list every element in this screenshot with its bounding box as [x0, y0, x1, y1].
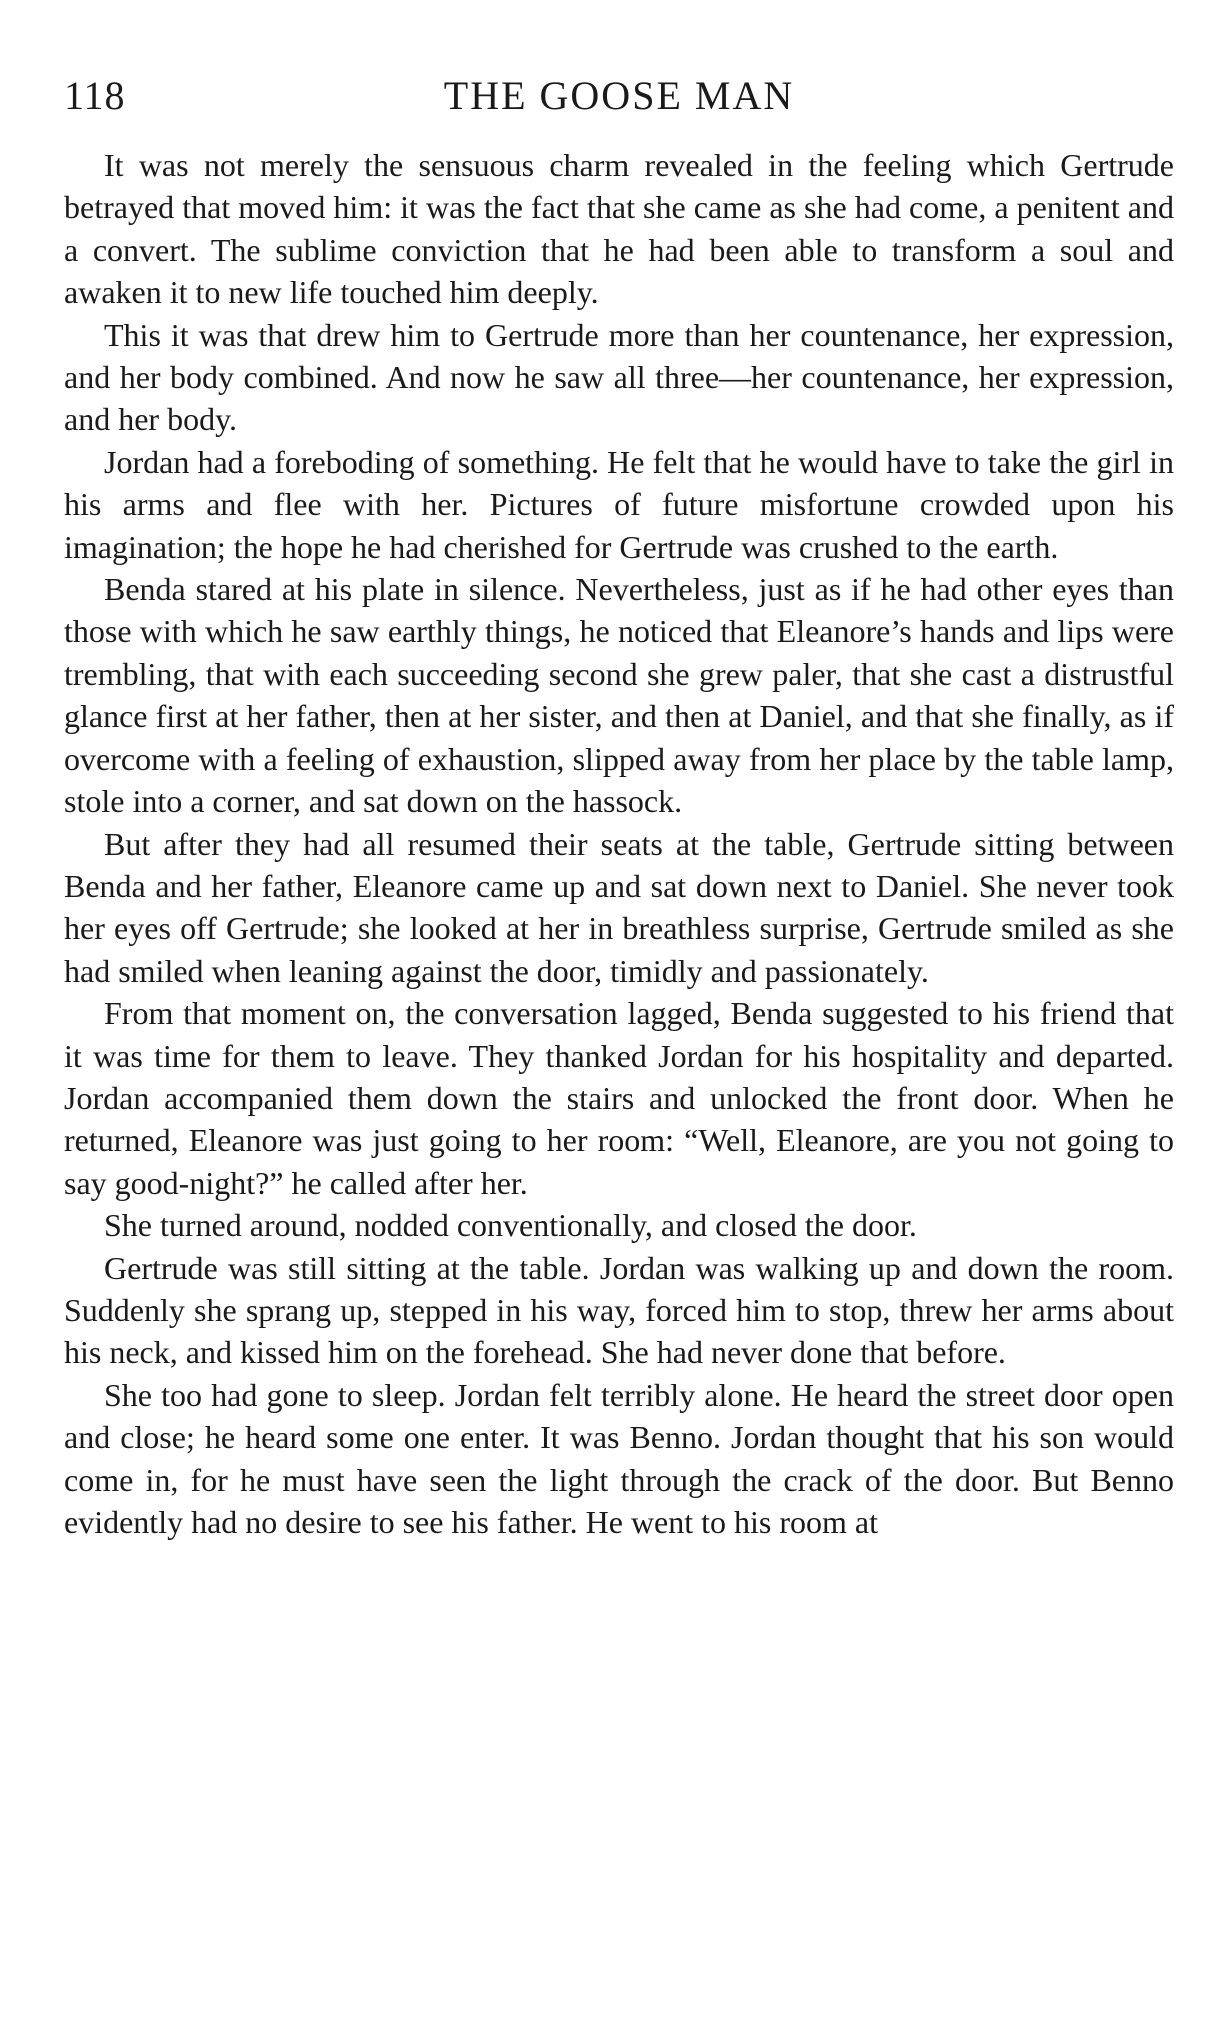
paragraph: She too had gone to sleep. Jordan felt terribly alone. He heard the street door open and close; he heard some one enter. It was Benno. Jordan thought that his son would come in, for he must have seen the light through the crack of the door. But Benno evidently had no desire to see his father. He went to his room at — [64, 1376, 1174, 1540]
paragraph: This it was that drew him to Gertrude more than her countenance, her expression, and her body combined. And now he saw all three—her countenance, her expression, and her body. — [64, 316, 1174, 438]
body-text — [64, 144, 1174, 1543]
paragraph: Benda stared at his plate in silence. Nevertheless, just as if he had other eyes than those with which he saw earthly things, he noticed that Eleanore’s hands and lips were trembling, that with each succeeding second she grew paler, that she cast a distrustful glance first at her father, then at her sister, and then at Daniel, and that she finally, as if overcome with a feeling of exhaustion, slipped away from her place by the table lamp, stole into a corner, and sat down on the hassock. — [64, 571, 1174, 820]
running-title: THE GOOSE MAN — [443, 73, 795, 118]
paragraph: From that moment on, the conversation lagged, Benda suggested to his friend that it was time for them to leave. They thanked Jordan for his hospitality and departed. Jordan accompanied them down the stairs and unlocked the front door. When he returned, Eleanore was just going to her room: “Well, Eleanore, are you not going to say good-night?” he called after her. — [64, 995, 1174, 1201]
page-header — [64, 72, 1174, 134]
paragraph: It was not merely the sensuous charm revealed in the feeling which Gertrude betrayed that moved him: it was the fact that she came as she had come, a penitent and a convert. The sublime conviction that he had been able to transform a soul and awaken it to new life touched him deeply. — [64, 147, 1174, 311]
paragraph: Gertrude was still sitting at the table. Jordan was walking up and down the room. Suddenly she sprang up, stepped in his way, forced him to stop, threw her arms about his neck, and kissed him on the forehead. She had never done that before. — [64, 1249, 1174, 1371]
paragraph: But after they had all resumed their seats at the table, Gertrude sitting between Benda and her father, Eleanore came up and sat down next to Daniel. She never took her eyes off Gertrude; she looked at her in breathless surprise, Gertrude smiled as she had smiled when leaning against the door, timidly and passionately. — [64, 825, 1174, 989]
page-number: 118 — [64, 73, 126, 118]
book-page — [64, 72, 1174, 1543]
paragraph: Jordan had a foreboding of something. He felt that he would have to take the girl in his arms and flee with her. Pictures of future misfortune crowded upon his imagination; the hope he had cherished for Gertrude was crushed to the earth. — [64, 443, 1174, 565]
paragraph: She turned around, nodded conventionally, and closed the door. — [104, 1207, 917, 1244]
